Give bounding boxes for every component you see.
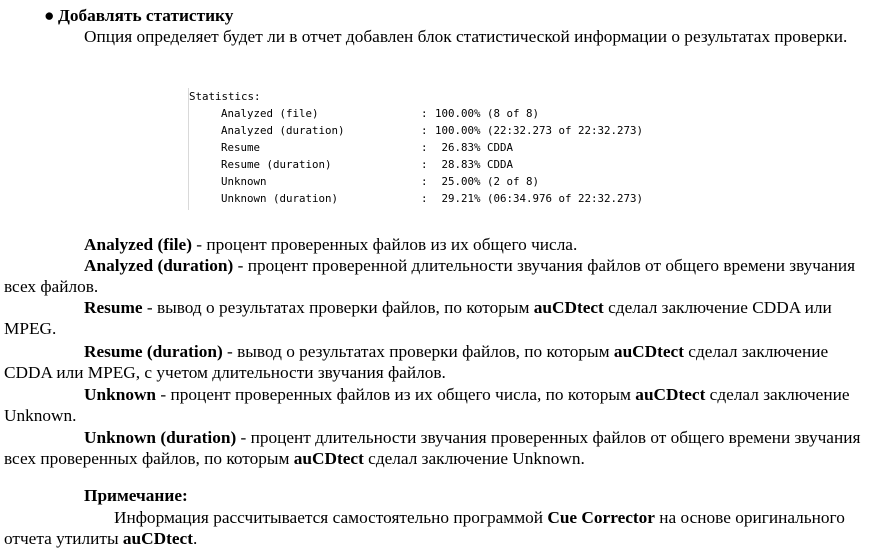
- code-colon: :: [421, 124, 428, 137]
- code-header: Statistics:: [189, 90, 261, 103]
- code-value: 100.00% (8 of 8): [435, 107, 540, 120]
- note-text: .: [192, 529, 198, 548]
- code-colon: :: [421, 141, 428, 154]
- code-colon: :: [421, 158, 428, 171]
- code-key: Unknown (duration): [221, 192, 339, 205]
- code-value: 26.83% CDDA: [435, 141, 514, 154]
- note-paragraph: [4, 507, 866, 549]
- definition-text: сделал заключение Unknown.: [363, 449, 585, 468]
- definition-text: - процент длительности звучания проверенных файлов от общего времени звучания всех проверенных файлов, по которым: [4, 428, 861, 468]
- tool-name: auCDtect: [613, 342, 684, 361]
- statistics-code-block: [188, 88, 709, 210]
- definition-term: Analyzed (duration): [84, 256, 234, 275]
- definition-text: - процент проверенной длительности звучания файлов от общего времени звучания всех файлов.: [4, 256, 856, 296]
- definition-analyzed-duration: [4, 255, 866, 297]
- definition-text: сделал заключение CDDA или MPEG.: [4, 298, 832, 338]
- tool-name: auCDtect: [293, 449, 364, 468]
- definition-resume-duration: [4, 341, 866, 383]
- code-key: Unknown: [221, 175, 267, 188]
- intro-paragraph: Опция определяет будет ли в отчет добавлен блок статистической информации о результатах проверки.: [84, 27, 848, 46]
- definition-text: сделал заключение CDDA или MPEG, с учетом длительности звучания файлов.: [4, 342, 829, 382]
- tool-name: auCDtect: [635, 385, 706, 404]
- code-key: Analyzed (duration): [221, 124, 345, 137]
- definition-term: Unknown: [84, 385, 157, 404]
- definition-term: Resume: [84, 298, 143, 317]
- note-text: на основе оригинального отчета утилиты: [4, 508, 845, 548]
- code-key: Resume (duration): [221, 158, 332, 171]
- definition-term: Resume (duration): [84, 342, 223, 361]
- bullet-icon: ●: [44, 6, 55, 25]
- tool-name: auCDtect: [122, 529, 193, 548]
- tool-name: auCDtect: [533, 298, 604, 317]
- definition-unknown-duration: [4, 427, 866, 469]
- code-value: 100.00% (22:32.273 of 22:32.273): [435, 124, 644, 137]
- definition-text: - вывод о результатах проверки файлов, по которым: [222, 342, 614, 361]
- definition-text: - процент проверенных файлов из их общего числа, по которым: [156, 385, 636, 404]
- code-key: Resume: [221, 141, 261, 154]
- code-value: 29.21% (06:34.976 of 22:32.273): [435, 192, 644, 205]
- code-colon: :: [421, 175, 428, 188]
- code-key: Analyzed (file): [221, 107, 319, 120]
- program-name: Cue Corrector: [547, 508, 655, 527]
- definition-unknown: [4, 384, 866, 426]
- definition-term: Analyzed (file): [84, 235, 192, 254]
- heading-title: Добавлять статистику: [58, 6, 234, 25]
- code-value: 28.83% CDDA: [435, 158, 514, 171]
- code-value: 25.00% (2 of 8): [435, 175, 540, 188]
- definition-text: сделал заключение Unknown.: [4, 385, 850, 425]
- note-text: Информация рассчитывается самостоятельно программой: [114, 508, 548, 527]
- definition-text: - вывод о результатах проверки файлов, по которым: [142, 298, 534, 317]
- note-title: Примечание:: [84, 486, 188, 505]
- code-colon: :: [421, 107, 428, 120]
- definition-resume: [4, 297, 866, 339]
- code-colon: :: [421, 192, 428, 205]
- section-heading: [44, 5, 233, 26]
- definition-term: Unknown (duration): [84, 428, 237, 447]
- definition-text: - процент проверенных файлов из их общего числа.: [191, 235, 578, 254]
- definition-analyzed-file: [4, 234, 866, 255]
